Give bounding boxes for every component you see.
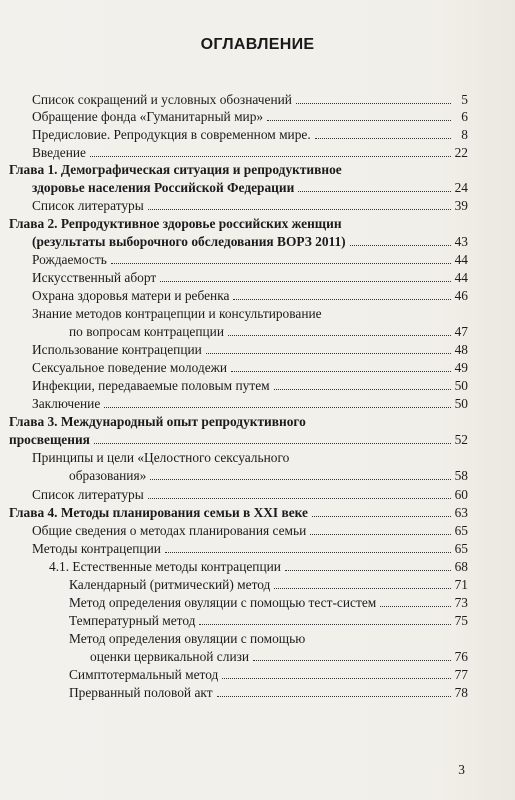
toc-entry-first-line: Принципы и цели «Целостного сексуального [32,450,290,465]
toc-entry: Инфекции, передаваемые половым путем 50 [32,378,468,393]
toc-chapter-heading: Глава 3. Международный опыт репродуктивного [9,414,306,429]
toc-entry: 4.1. Естественные методы контрацепции 68 [49,559,468,574]
toc-entry-first-line: Знание методов контрацепции и консультирование [32,306,322,321]
toc-entry: Рождаемость 44 [32,252,468,267]
toc-entry: Симптотермальный метод 77 [69,667,468,682]
toc-entry: Список сокращений и условных обозначений 5 [32,92,468,107]
toc-entry: образования» 58 [69,468,468,483]
toc-entry: Температурный метод 75 [69,613,468,628]
toc-entry: Предисловие. Репродукция в современном мире. 8 [32,127,468,142]
toc-chapter-entry: здоровье населения Российской Федерации 24 [32,180,468,195]
toc-entry: Сексуальное поведение молодежи 49 [32,360,468,375]
toc-entry: Введение 22 [32,145,468,160]
toc-entry: Использование контрацепции 48 [32,342,468,357]
toc-entry: Заключение 50 [32,396,468,411]
toc-entry: Охрана здоровья матери и ребенка 46 [32,288,468,303]
toc-chapter-entry: просвещения 52 [9,432,468,447]
toc-entry-first-line: Метод определения овуляции с помощью [69,631,306,646]
toc-entry: Обращение фонда «Гуманитарный мир» 6 [32,109,468,124]
toc-entry: Метод определения овуляции с помощью тест-систем 73 [69,595,468,610]
toc-entry: оценки цервикальной слизи 76 [90,649,468,664]
toc-entry: Календарный (ритмический) метод 71 [69,577,468,592]
toc-entry: Список литературы 39 [32,198,468,213]
toc-entry: по вопросам контрацепции 47 [69,324,468,339]
toc-chapter-entry: Глава 4. Методы планирования семьи в XXI веке 63 [9,505,468,520]
toc-entry: Прерванный половой акт 78 [69,685,468,700]
toc-chapter-heading: Глава 1. Демографическая ситуация и репродуктивное [9,162,342,177]
page-number: 3 [458,762,465,777]
page-title: ОГЛАВЛЕНИЕ [200,36,315,53]
toc-entry: Методы контрацепции 65 [32,541,468,556]
toc-entry: Искусственный аборт 44 [32,270,468,285]
toc-chapter-heading: Глава 2. Репродуктивное здоровье российских женщин [9,216,342,231]
toc-entry: Список литературы 60 [32,487,468,502]
toc-entry: Общие сведения о методах планирования семьи 65 [32,523,468,538]
toc-chapter-entry: (результаты выборочного обследования ВОРЗ 2011) 43 [32,234,468,249]
